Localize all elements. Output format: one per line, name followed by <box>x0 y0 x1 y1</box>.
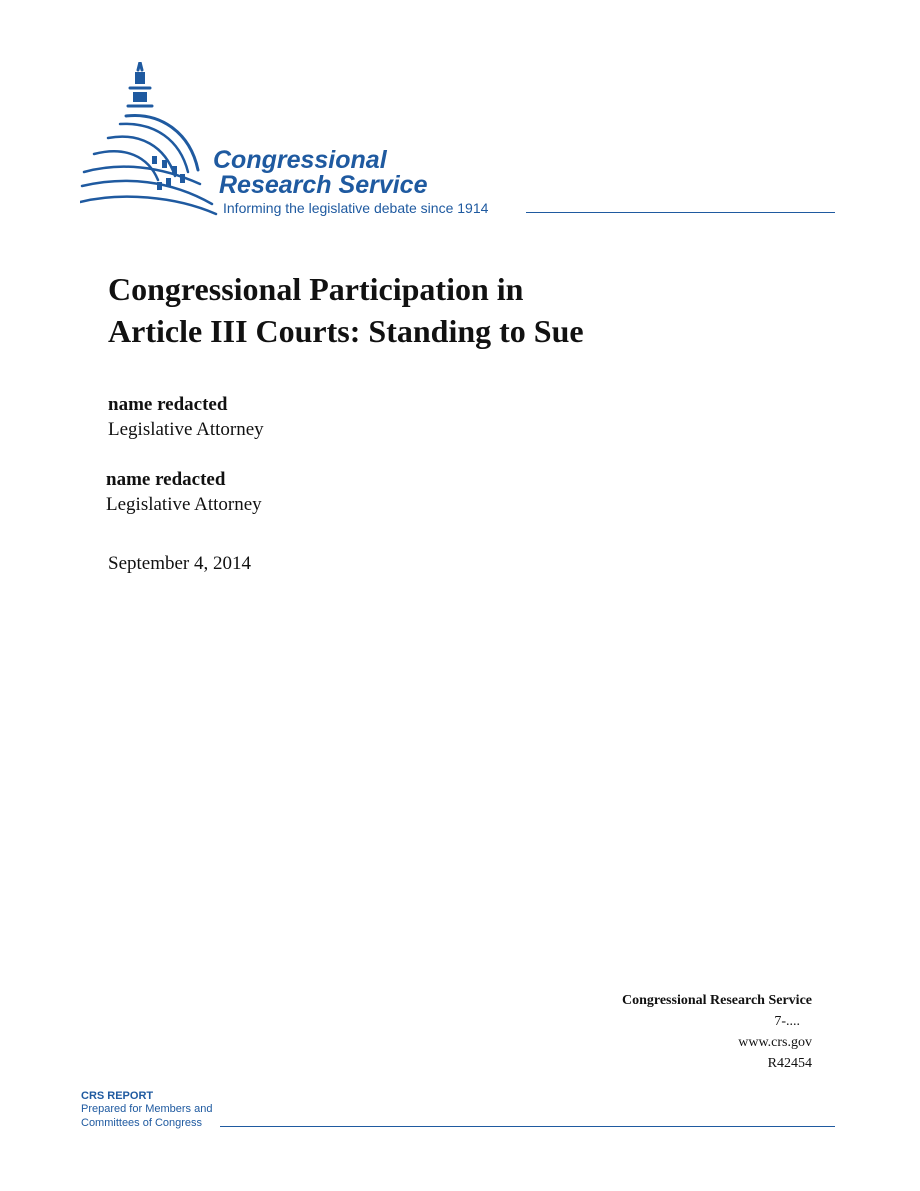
author-block-2 <box>106 468 506 518</box>
author-name: name redacted <box>108 394 228 415</box>
report-title <box>108 268 808 352</box>
report-info-block <box>492 990 812 1074</box>
author-block-1 <box>108 393 508 443</box>
info-website: www.crs.gov <box>738 1035 812 1050</box>
logo-wordmark-line1: Congressional <box>213 146 387 174</box>
tagline-divider <box>526 212 835 213</box>
logo-wordmark-line2: Research Service <box>219 171 428 199</box>
report-footer <box>80 1090 840 1130</box>
info-phone: 7-.... <box>774 1014 800 1029</box>
author-role: Legislative Attorney <box>106 494 262 515</box>
logo-tagline: Informing the legislative debate since 1914 <box>223 200 489 216</box>
footer-label: CRS REPORT <box>81 1090 154 1102</box>
capitol-dome-icon <box>80 62 220 217</box>
footer-line-2: Committees of Congress <box>81 1117 203 1129</box>
report-date: September 4, 2014 <box>108 553 252 574</box>
crs-logo <box>80 62 840 222</box>
report-title-line2: Article III Courts: Standing to Sue <box>108 313 584 349</box>
info-organization: Congressional Research Service <box>621 993 812 1008</box>
footer-divider <box>220 1126 835 1127</box>
author-role: Legislative Attorney <box>108 419 264 440</box>
info-report-number: R42454 <box>767 1056 812 1071</box>
footer-line-1: Prepared for Members and <box>81 1103 213 1115</box>
author-name: name redacted <box>106 469 226 490</box>
report-title-line1: Congressional Participation in <box>108 271 524 307</box>
